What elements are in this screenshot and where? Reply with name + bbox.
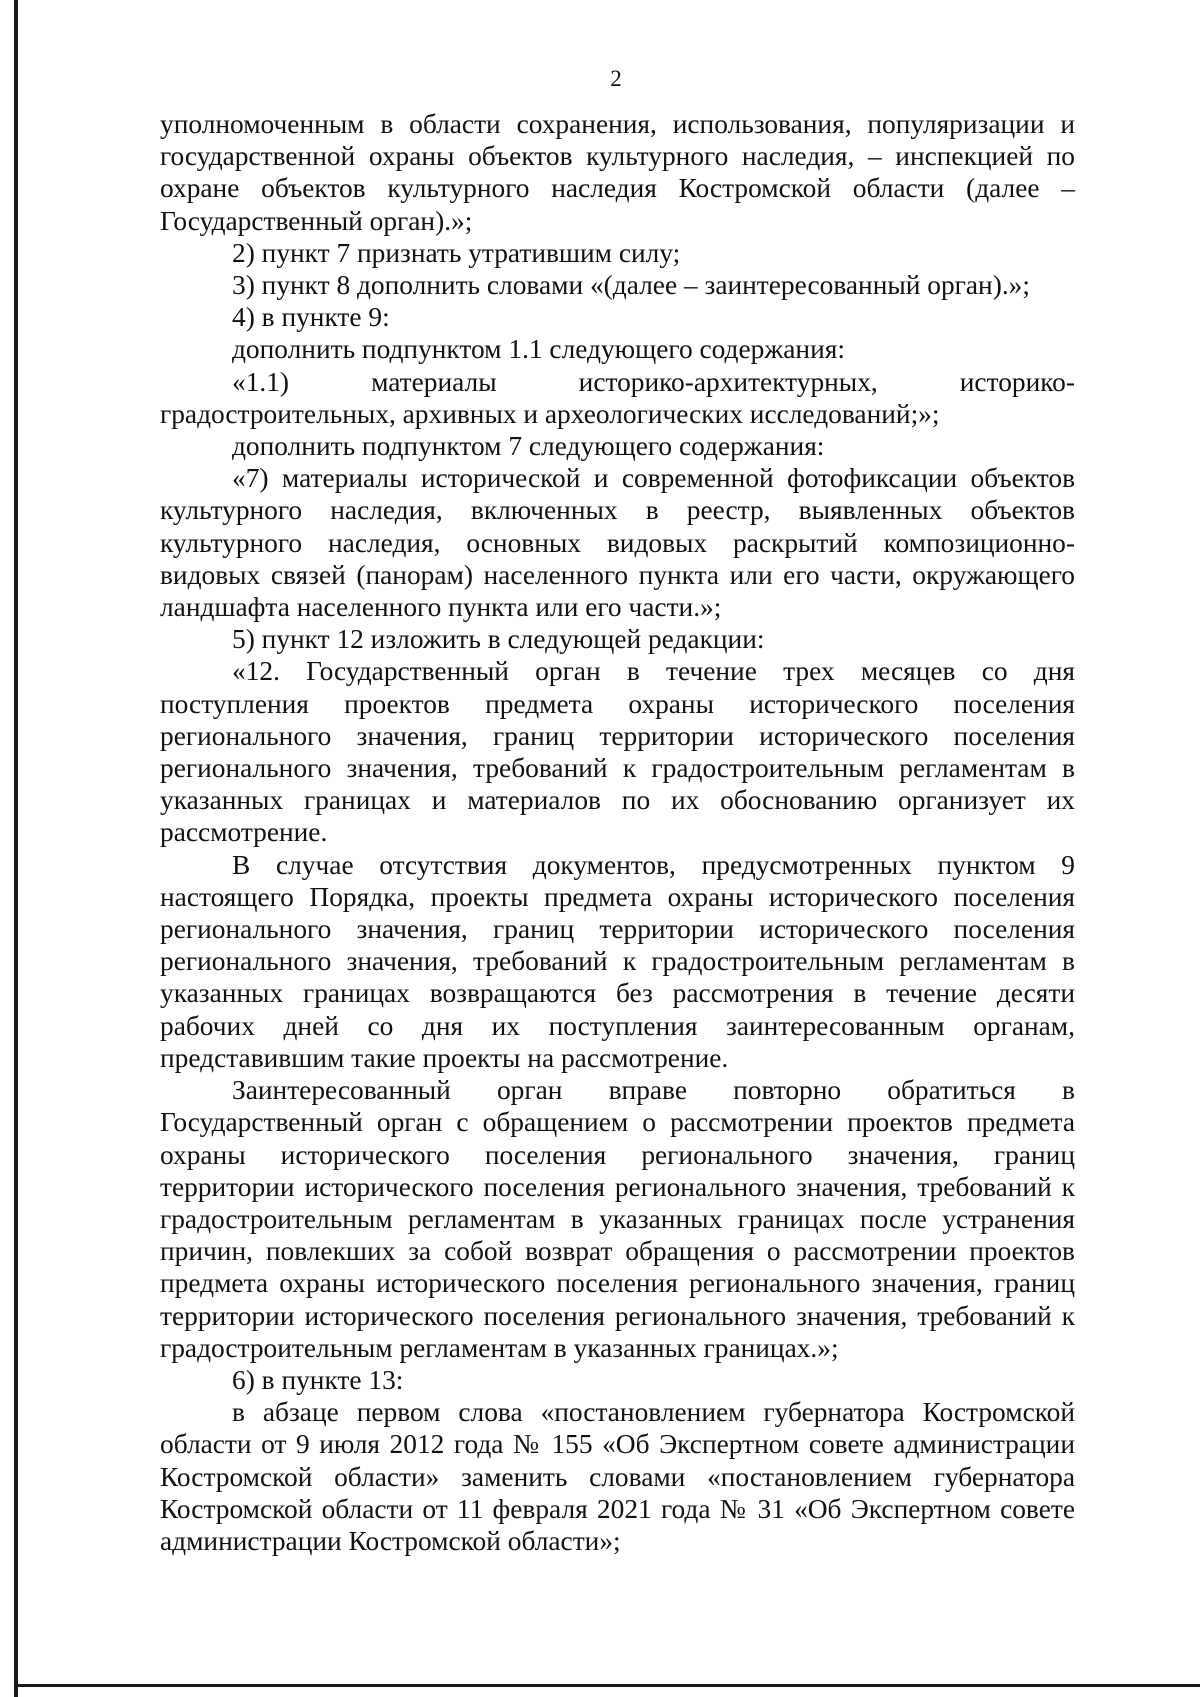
paragraph-subpoint-7-text: «7) материалы исторической и современной фотофиксации объектов культурного наследия, включенных в реестр, выявленных объектов культурного наследия, основных видовых раскрытий композиционно-видовых связей (панорам) населенного пункта или его части, окружающего ландшафта населенного пункта или его части.»;	[160, 463, 1075, 623]
page-number: 2	[610, 66, 622, 91]
paragraph-item-2: 2) пункт 7 признать утратившим силу;	[232, 237, 681, 268]
paragraph-subpoint-1-1-text: «1.1) материалы историко-архитектурных, историко-градостроительных, архивных и археологических исследований;»;	[160, 366, 1075, 429]
paragraph-item-3: 3) пункт 8 дополнить словами «(далее – заинтересованный орган).»;	[232, 270, 1030, 301]
paragraph-item-6: 6) в пункте 13:	[232, 1364, 404, 1395]
paragraph-add-subpoint-7: дополнить подпунктом 7 следующего содержания:	[232, 431, 825, 462]
scan-border-bottom	[14, 1684, 1200, 1687]
scan-border-left	[14, 0, 18, 1697]
paragraph-point-12-text: «12. Государственный орган в течение трех месяцев со дня поступления проектов предмета охраны исторического поселения регионального значения, границ территории исторического поселения регионального значения, требований к градостроительным регламентам в указанных границах и материалов по их обоснованию организует их рассмотрение.	[160, 656, 1075, 848]
document-body	[160, 108, 1075, 1557]
paragraph-missing-documents: В случае отсутствия документов, предусмотренных пунктом 9 настоящего Порядка, проекты предмета охраны исторического поселения регионального значения, границ территории исторического поселения регионального значения, требований к градостроительным регламентам в указанных границах возвращаются без рассмотрения в течение десяти рабочих дней со дня их поступления заинтересованным органам, представившим такие проекты на рассмотрение.	[160, 849, 1075, 1073]
paragraph-item-4: 4) в пункте 9:	[232, 302, 390, 333]
paragraph-add-subpoint-1-1: дополнить подпунктом 1.1 следующего содержания:	[232, 334, 845, 365]
paragraph-point-13-replacement: в абзаце первом слова «постановлением губернатора Костромской области от 9 июля 2012 года № 155 «Об Экспертном совете администрации Костромской области» заменить словами «постановлением губернатора Костромской области от 11 февраля 2021 года № 31 «Об Экспертном совете администрации Костромской области»;	[160, 1397, 1075, 1556]
paragraph-continuation: уполномоченным в области сохранения, использования, популяризации и государственной охраны объектов культурного наследия, – инспекцией по охране объектов культурного наследия Костромской области (далее – Государственный орган).»;	[160, 109, 1075, 236]
paragraph-item-5: 5) пункт 12 изложить в следующей редакции:	[232, 624, 765, 655]
paragraph-repeat-appeal: Заинтересованный орган вправе повторно обратиться в Государственный орган с обращением о рассмотрении проектов предмета охраны исторического поселения регионального значения, границ территории исторического поселения регионального значения, требований к градостроительным регламентам в указанных границах после устранения причин, повлекших за собой возврат обращения о рассмотрении проектов предмета охраны исторического поселения регионального значения, границ территории исторического поселения регионального значения, требований к градостроительным регламентам в указанных границах.»;	[160, 1075, 1075, 1363]
